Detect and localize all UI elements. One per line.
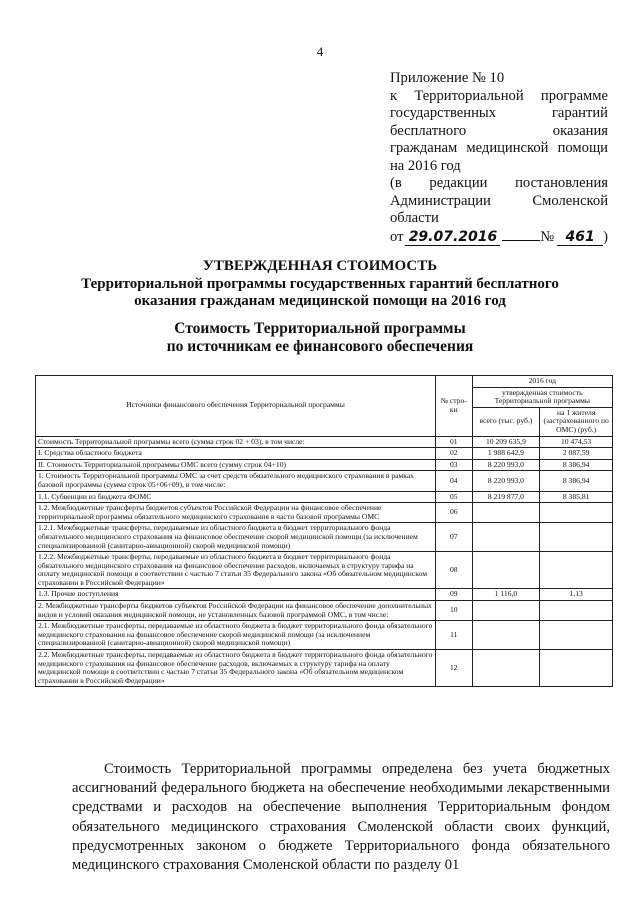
appendix-line: Администрации Смоленской <box>390 192 608 209</box>
title-line: Территориальной программы государственных гарантий бесплатного <box>81 275 559 292</box>
cell-row-no: 07 <box>435 523 472 552</box>
appendix-line: бесплатного оказания <box>390 122 608 139</box>
cell-total <box>472 552 540 589</box>
appendix-block <box>390 70 608 246</box>
explanatory-paragraph <box>72 760 610 875</box>
table-body <box>36 436 613 687</box>
table-row <box>36 459 613 471</box>
cell-source: II. Стоимость Территориальной программы ОМС всего (сумму строк 04+10) <box>36 459 436 471</box>
cell-row-no: 12 <box>435 650 472 687</box>
table-row <box>36 621 613 650</box>
cell-row-no: 05 <box>435 491 472 503</box>
appendix-line: Приложение № 10 <box>390 70 505 86</box>
handwritten-date: 29.07.2016 <box>405 230 500 246</box>
table-row <box>36 523 613 552</box>
cell-total <box>472 523 540 552</box>
document-title <box>0 258 640 311</box>
cell-total: 1 116,0 <box>472 589 540 601</box>
appendix-line: к Территориальной программе <box>390 87 608 104</box>
appendix-date-line <box>390 228 608 247</box>
appendix-line: области <box>390 210 439 226</box>
cell-row-no: 10 <box>435 601 472 621</box>
header-year: 2016 год <box>472 376 612 388</box>
cell-row-no: 03 <box>435 459 472 471</box>
header-approved: утвержденная стоимость Территориальной программы <box>472 387 612 407</box>
cell-total <box>472 650 540 687</box>
cell-source: 1. Стоимость Территориальной программы ОМС за счет средств обязательного медицинского страхования в рамках базовой программы (сумма строк 05+06+09), в том числе: <box>36 471 436 491</box>
header-per-capita: на 1 жителя (застрахованного по ОМС) (руб.) <box>540 407 613 436</box>
cell-source: I. Средства областного бюджета <box>36 448 436 460</box>
table-row <box>36 589 613 601</box>
number-prefix: № <box>540 228 555 245</box>
cell-row-no: 02 <box>435 448 472 460</box>
date-prefix: от <box>390 228 404 245</box>
cell-total <box>472 621 540 650</box>
cell-per-capita <box>540 503 613 523</box>
table-row <box>36 503 613 523</box>
cell-per-capita <box>540 601 613 621</box>
cell-per-capita: 2 087,59 <box>540 448 613 460</box>
cell-per-capita: 8 386,94 <box>540 471 613 491</box>
table-row <box>36 471 613 491</box>
header-source: Источники финансового обеспечения Территориальной программы <box>36 376 436 437</box>
table-row <box>36 552 613 589</box>
cell-total: 10 209 635,9 <box>472 436 540 448</box>
cell-row-no: 06 <box>435 503 472 523</box>
header-row-no: № стро-ки <box>435 376 472 437</box>
cell-row-no: 04 <box>435 471 472 491</box>
page-number: 4 <box>316 44 324 59</box>
handwritten-number: 461 <box>557 230 603 246</box>
appendix-line: (в редакции постановления <box>390 175 608 191</box>
table-row <box>36 650 613 687</box>
cell-total: 1 988 642,9 <box>472 448 540 460</box>
title-line: УТВЕРЖДЕННАЯ СТОИМОСТЬ <box>202 258 438 274</box>
cell-per-capita <box>540 552 613 589</box>
cell-source: 2.2. Межбюджетные трансферты, передаваемые из областного бюджета в бюджет территориального фонда обязательного медицинского страхования на финансовое обеспечение расходов, включаемых в структуру тарифа на оплату медицинской помощи в соответствии с частью 7 статьи 35 Федерального закона «Об обязательном медицинском страховании в Российской Федерации» <box>36 650 436 687</box>
cell-source: 1.1. Субвенции из бюджета ФОМС <box>36 491 436 503</box>
cell-row-no: 08 <box>435 552 472 589</box>
table-row <box>36 491 613 503</box>
table-row <box>36 448 613 460</box>
cell-total <box>472 601 540 621</box>
cell-source: 2. Межбюджетные трансферты бюджетов субъектов Российской Федерации на финансовое обеспечение дополнительных видов и условий оказания медицинской помощи, не установленных базовой программой ОМС, в том числе: <box>36 601 436 621</box>
cell-total: 8 220 993,0 <box>472 471 540 491</box>
cell-row-no: 11 <box>435 621 472 650</box>
cell-per-capita <box>540 523 613 552</box>
cell-per-capita: 10 474,53 <box>540 436 613 448</box>
table-row <box>36 436 613 448</box>
cell-total: 8 220 993,0 <box>472 459 540 471</box>
table-row <box>36 601 613 621</box>
cell-per-capita <box>540 650 613 687</box>
cell-total: 8 219 877,0 <box>472 491 540 503</box>
cell-source: 2.1. Межбюджетные трансферты, передаваемые из областного бюджета в бюджет территориального фонда обязательного медицинского страхования на финансовое обеспечение скорой медицинской помощи (за исключением специализированной (санитарно-авиационной) скорой медицинской помощи) <box>36 621 436 650</box>
title-line: оказания гражданам медицинской помощи на 2016 год <box>134 293 506 309</box>
paragraph-text: Стоимость Территориальной программы определена без учета бюджетных ассигнований федерального бюджета на обеспечение необходимыми лекарственными средствами и расходов на обеспечение выполнения Территориальным фондом обязательного медицинского страхования Смоленской области своих функций, предусмотренных законом о бюджете Территориального фонда обязательного медицинского страхования Смоленской области по разделу 01 <box>72 761 610 874</box>
cell-source: 1.3. Прочие поступления <box>36 589 436 601</box>
cell-source: 1.2.2. Межбюджетные трансферты, передаваемые из областного бюджета в бюджет территориального фонда обязательного медицинского страхования на финансовое обеспечение расходов, включаемых в структуру тарифа на оплату медицинской помощи в соответствии с частью 7 статьи 35 Федерального закона «Об обязательном медицинском страховании в Российской Федерации» <box>36 552 436 589</box>
cell-row-no: 09 <box>435 589 472 601</box>
cell-source: 1.2.1. Межбюджетные трансферты, передаваемые из областного бюджета в бюджет территориального фонда обязательного медицинского страхования на финансовое обеспечение скорой медицинской помощи (за исключением специализированной (санитарно-авиационной) скорой медицинской помощи) <box>36 523 436 552</box>
cell-source: 1.2. Межбюджетные трансферты бюджетов субъектов Российской Федерации на финансовое обеспечение территориальной программы обязательного медицинского страхования в части базовой программы ОМС <box>36 503 436 523</box>
appendix-line: гражданам медицинской помощи <box>390 140 608 156</box>
section-subtitle <box>0 320 640 356</box>
cell-per-capita: 8 386,94 <box>540 459 613 471</box>
cell-source: Стоимость Территориальной программы всего (сумма строк 02 + 03), в том числе: <box>36 436 436 448</box>
appendix-line: на 2016 год <box>390 157 461 174</box>
cell-total <box>472 503 540 523</box>
subtitle-line: Стоимость Территориальной программы <box>174 320 466 337</box>
cell-per-capita <box>540 621 613 650</box>
cell-row-no: 01 <box>435 436 472 448</box>
header-total: всего (тыс. руб.) <box>472 407 540 436</box>
subtitle-line: по источникам ее финансового обеспечения <box>166 338 474 355</box>
appendix-line: государственных гарантий <box>390 105 608 121</box>
closing-paren: ) <box>603 228 608 245</box>
financing-table <box>35 375 613 687</box>
cell-per-capita: 1,13 <box>540 589 613 601</box>
date-underline <box>502 228 540 241</box>
cell-per-capita: 8 385,81 <box>540 491 613 503</box>
